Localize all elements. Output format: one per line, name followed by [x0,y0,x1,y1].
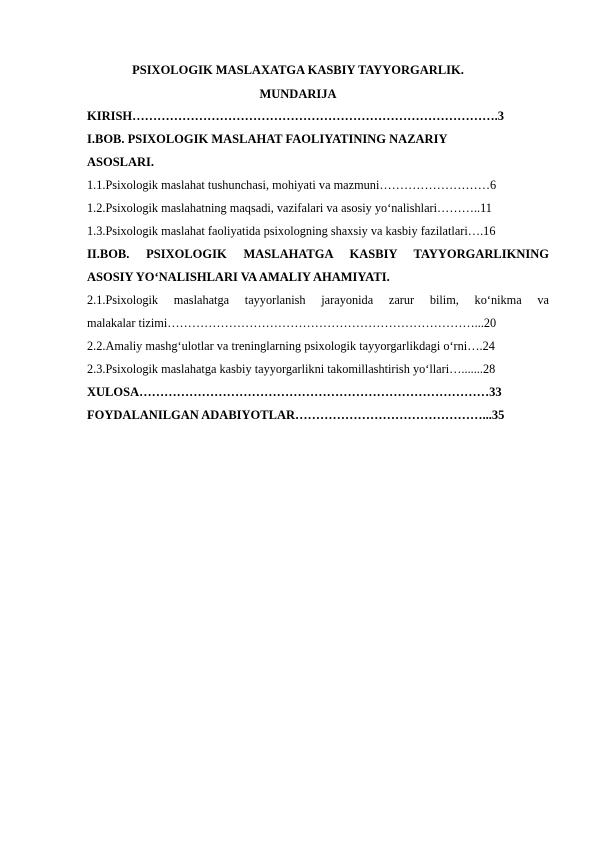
toc-entry-foydalanilgan-adabiyotlar[interactable] [87,404,549,427]
toc-entry-kirish[interactable] [87,105,549,128]
document-title: PSIXOLOGIK MASLAXATGA KASBIY TAYYORGARLIK. [132,63,464,77]
toc-entry-2-3[interactable] [87,358,549,381]
toc-entry-text: XULOSA…………………………………………………………………………33 [87,385,502,399]
toc-entry-text: 2.2.Amaliy mashg‘ulotlar va treninglarning psixologik tayyorgarlikdagi o‘rni….24 [87,339,495,353]
toc-entry-text: FOYDALANILGAN ADABIYOTLAR………………………………………...35 [87,408,505,422]
toc-entry-text: 1.3.Psixologik maslahat faoliyatida psixologning shaxsiy va kasbiy fazilatlari….16 [87,224,496,238]
toc-entry-text: malakalar tizimi…………………………………………………………………...20 [87,316,497,330]
toc-entry-text: II.BOB. PSIXOLOGIK MASLAHATGA KASBIY TAYYORGARLIKNING [87,247,549,261]
toc-entry-text: I.BOB. PSIXOLOGIK MASLAHAT FAOLIYATINING NAZARIY [87,132,448,146]
toc-entry-text: ASOSIY YO‘NALISHLARI VA AMALIY AHAMIYATI. [87,270,390,284]
toc-entry-2-2[interactable] [87,335,549,358]
toc-entry-1-3[interactable] [87,220,549,243]
toc-heading: MUNDARIJA [259,87,337,101]
toc-entry-chapter-1[interactable] [87,128,549,174]
toc-entry-text: 1.2.Psixologik maslahatning maqsadi, vazifalari va asosiy yo‘nalishlari………..11 [87,201,492,215]
toc-entry-xulosa[interactable] [87,381,549,404]
table-of-contents [87,105,549,427]
toc-entry-2-1[interactable] [87,289,549,335]
toc-entry-text: ASOSLARI. [87,155,155,169]
toc-entry-text: 1.1.Psixologik maslahat tushunchasi, mohiyati va mazmuni………………………6 [87,178,497,192]
toc-entry-1-1[interactable] [87,174,549,197]
toc-entry-1-2[interactable] [87,197,549,220]
toc-entry-text: 2.3.Psixologik maslahatga kasbiy tayyorgarlikni takomillashtirish yo‘llari….......28 [87,362,496,376]
toc-entry-text: 2.1.Psixologik maslahatga tayyorlanish jarayonida zarur bilim, ko‘nikma va [87,293,549,307]
toc-entry-text: KIRISH…………………………………………………………………………….3 [87,109,505,123]
toc-entry-chapter-2[interactable] [87,243,549,289]
